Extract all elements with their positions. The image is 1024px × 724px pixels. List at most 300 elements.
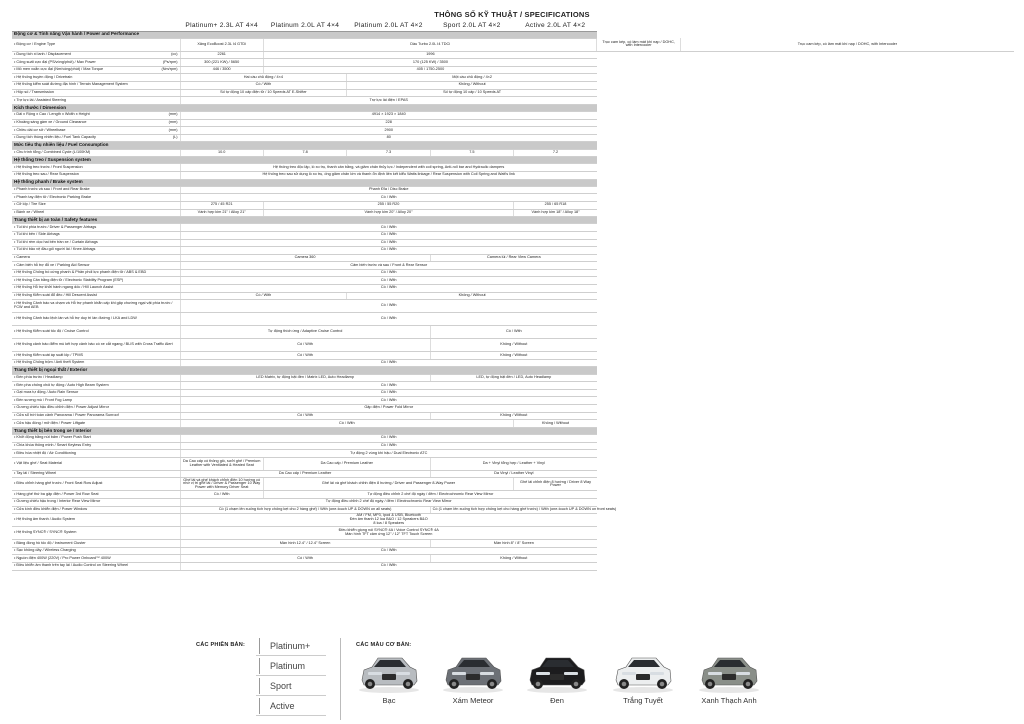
spec-value: Da Cao cấp / Premium Leather (180, 470, 430, 478)
spec-label-cell (12, 186, 180, 194)
spec-label: • Dung tích thùng nhiên liệu / Fuel Tank Capacity (14, 135, 96, 139)
spec-label: • Hệ thống Kiểm soát áp suất lốp / TPMS (14, 353, 83, 357)
section-header (12, 427, 1014, 434)
spec-row (12, 89, 1014, 97)
spec-row (12, 59, 1014, 67)
spec-value: 80 (180, 134, 597, 142)
spec-label-cell (12, 506, 180, 514)
spec-value: Màn hình 12.4" / 12.4" Screen (180, 540, 430, 548)
section-header (12, 217, 1014, 224)
spec-row (12, 555, 1014, 563)
spec-row (12, 112, 1014, 120)
spec-value: Không / Without (430, 412, 597, 420)
spec-label-cell (12, 277, 180, 285)
spec-label: • Bánh xe / Wheel (14, 210, 44, 214)
spec-label-cell (12, 38, 180, 51)
spec-row (12, 352, 1014, 360)
spec-label: • Trợ lực lái / Assisted Steering (14, 98, 66, 102)
spec-label-cell (12, 412, 180, 420)
spec-label: • Điều chỉnh hàng ghế trước / Front Seat Row Adjust (14, 481, 102, 485)
spec-label: • Đèn phía trước / Headlamp (14, 375, 63, 379)
spec-value: 300 (221 KW) / 5650 (180, 59, 263, 67)
spec-value: Có / With (430, 326, 597, 339)
spec-label: • Hệ thống Cảnh báo lệch làn và hỗ trợ duy trì làn đường / LKA and LDW (14, 316, 137, 320)
spec-value: Số tự động 10 cấp / 10 Speeds AT (347, 89, 597, 97)
spec-row (12, 420, 1014, 428)
spec-row (12, 194, 1014, 202)
spec-value: 7.3 (347, 149, 430, 157)
spec-label: • Hệ thống Cân bằng điện tử / Electronic Stability Program (ESP) (14, 278, 123, 282)
spec-label: • Dung tích xi lanh / Displacement (14, 52, 71, 56)
spec-label-cell (12, 382, 180, 390)
spec-value: 4914 × 1923 × 1840 (180, 112, 597, 120)
spec-value: Có / With (180, 397, 597, 405)
spec-label: • Gương chiếu hậu điều chỉnh điện / Power Adjust Mirror (14, 405, 109, 409)
spec-value: Có (1 chạm lên xuống tích hợp chống kẹt cho 2 hàng ghế) / With (one-touch UP & DOWN on all seats) (180, 506, 430, 514)
spec-label-cell (12, 300, 180, 313)
section-title: Trang thiết bị ngoại thất / Exterior (12, 367, 597, 374)
spec-row (12, 269, 1014, 277)
spec-row (12, 382, 1014, 390)
car-color-name: Xanh Thạch Anh (701, 696, 757, 705)
spec-label-cell (12, 470, 180, 478)
spec-label: • Mô men xoắn cực đại (Nm/vòng/phút) / Max Torque (14, 67, 103, 71)
spec-row (12, 412, 1014, 420)
spec-value: 405 / 1750-2500 (263, 66, 597, 74)
spec-label: • Cửa sổ trời toàn cảnh Panorama / Power Panorama Sunroof (14, 413, 119, 417)
spec-row (12, 478, 1014, 491)
spec-value: Có / With (180, 434, 597, 442)
spec-row (12, 277, 1014, 285)
spec-value: Trợ lực lái điện / EPAS (180, 97, 597, 105)
spec-value (597, 38, 680, 51)
spec-label: • Gương chiếu hậu trong / Interior Rear View Mirror (14, 499, 100, 503)
spec-value: Da + Vinyl tổng hợp / Leather + Vinyl (430, 457, 597, 470)
section-header (12, 31, 1014, 38)
spec-label-cell (12, 66, 180, 74)
spec-row (12, 540, 1014, 548)
spec-value: Vành hợp kim 18" / Alloy 18" (514, 209, 597, 217)
spec-value: 170 (125 KW) / 3500 (263, 59, 597, 67)
spec-value: Có / With (180, 292, 347, 300)
spec-row (12, 450, 1014, 458)
spec-label: • Nguồn điện 400W (220V) / Pro Power Onboard™ 400W (14, 556, 111, 560)
spec-value: Có / With (180, 339, 430, 352)
spec-value: Có (1 chạm lên xuống tích hợp chống kẹt cho hàng ghế trước) / With (one-touch UP & DOWN on front seats) (430, 506, 597, 514)
spec-row (12, 442, 1014, 450)
spec-label-cell (12, 51, 180, 59)
spec-value: Có / With (180, 239, 597, 247)
spec-value-line: Xăng EcoBoost 2.3L I4 GTDi (197, 41, 246, 46)
spec-value: Có / With (180, 547, 597, 555)
header-col-5: Active 2.0L AT 4×2 (514, 22, 597, 31)
spec-label-cell (12, 420, 180, 428)
spec-label-cell (12, 326, 180, 339)
spec-value: Có / With (180, 352, 430, 360)
versions-label: CÁC PHIÊN BẢN: (196, 642, 246, 648)
spec-row (12, 498, 1014, 506)
spec-label: • Hệ thống SYNC® / SYNC® System (14, 530, 76, 534)
spec-value: Không / Without (347, 82, 597, 90)
spec-label-cell (12, 254, 180, 262)
spec-value: Ghế lái chỉnh điện 8 hướng / Driver 8 Way Power (514, 478, 597, 491)
spec-value: 7.2 (514, 149, 597, 157)
spec-label-cell (12, 262, 180, 270)
spec-label: • Hàng ghế thứ ba gập điện / Power 3rd Row Seat (14, 492, 99, 496)
spec-value: Có / With (180, 313, 597, 326)
spec-row (12, 82, 1014, 90)
spec-value: Hệ thống treo độc lập, lò xo trụ, thanh cân bằng, và giảm chấn thủy lực / Independent with coil spring, Anti-roll bar and Hydraulic dampers (180, 164, 597, 172)
spec-value: Màn hình 8" / 8" Screen (430, 540, 597, 548)
spec-row (12, 359, 1014, 367)
header-col-2: Platinum 2.0L AT 4×4 (263, 22, 346, 31)
spec-value: 228 (180, 119, 597, 127)
spec-value: Một cầu chủ động / 4×2 (347, 74, 597, 82)
spec-label-cell (12, 89, 180, 97)
spec-label: • Đèn pha chống chói tự động / Auto High Beam System (14, 383, 109, 387)
car-color-name: Xám Meteor (452, 696, 494, 705)
spec-label: • Cảm biến hỗ trợ đỗ xe / Parking Aid Sensor (14, 263, 90, 267)
spec-label-cell (12, 285, 180, 293)
spec-label-cell (12, 224, 180, 232)
spec-row (12, 254, 1014, 262)
spec-value: Có / With (180, 359, 597, 367)
spec-row (12, 514, 1014, 527)
spec-label-cell (12, 239, 180, 247)
spec-value: Camera lùi / Rear View Camera (430, 254, 597, 262)
spec-label-cell (12, 82, 180, 90)
spec-row (12, 405, 1014, 413)
suv-icon (356, 650, 422, 694)
spec-value-line: 8 loa / 8 Speakers (373, 521, 405, 526)
spec-value: Có / With (180, 562, 597, 570)
spec-value: Có / With (180, 420, 514, 428)
section-title: Động cơ & Tính năng Vận hành / Power and Performance (12, 31, 597, 38)
spec-label: • Điều hòa nhiệt độ / Air Conditioning (14, 451, 76, 455)
spec-row (12, 339, 1014, 352)
spec-label: • Túi khí rèm dọc hai bên trần xe / Curtain Airbags (14, 240, 98, 244)
spec-value: Có / With (180, 224, 597, 232)
spec-label: • Hệ thống treo trước / Front Suspension (14, 165, 83, 169)
spec-label-cell (12, 527, 180, 540)
spec-table (12, 22, 1014, 571)
spec-value: Camera 360 (180, 254, 430, 262)
spec-label: • Hệ thống âm thanh / Audio System (14, 517, 75, 521)
spec-value: 2900 (180, 127, 597, 135)
spec-value: Da Vinyl / Leather Vinyl (430, 470, 597, 478)
suv-icon (610, 650, 676, 694)
spec-row (12, 547, 1014, 555)
spec-label: • Hệ thống Kiểm soát tốc độ / Cruise Control (14, 329, 89, 333)
spec-label-cell (12, 374, 180, 382)
spec-value (180, 527, 597, 540)
spec-label: • Cửa hậu đóng / mở điện / Power Liftgate (14, 421, 85, 425)
spec-value: 7.5 (430, 149, 513, 157)
header-empty (12, 22, 180, 31)
spec-label-cell (12, 434, 180, 442)
spec-label-cell (12, 134, 180, 142)
spec-value: Gập điện / Power Fold Mirror (180, 405, 597, 413)
spec-label-cell (12, 405, 180, 413)
spec-value: 275 / 45 R21 (180, 201, 263, 209)
bottom-panel (0, 630, 1024, 724)
spec-label-cell (12, 491, 180, 499)
spec-value-line: AM / FM, MP3, Ipod & USB, Bluetooth (356, 513, 421, 518)
spec-value: Vành hợp kim 20" / Alloy 20" (263, 209, 513, 217)
spec-label-cell (12, 59, 180, 67)
spec-label-cell (12, 201, 180, 209)
spec-value: Có / With (180, 82, 347, 90)
spec-unit: (mm) (168, 112, 178, 117)
spec-label-cell (12, 112, 180, 120)
spec-header-row (12, 22, 1014, 31)
spec-label-cell (12, 247, 180, 255)
spec-value: Hai cầu chủ động / 4×4 (180, 74, 347, 82)
spec-value-line: Màn hình TFT cảm ứng 12" / 12" TFT Touch Screen (345, 532, 433, 537)
spec-value: Có / With (180, 412, 430, 420)
spec-row (12, 239, 1014, 247)
spec-row (12, 491, 1014, 499)
spec-value: Không / Without (514, 420, 597, 428)
spec-label: • Công suất cực đại (PS/vòng/phút) / Max Power (14, 60, 96, 64)
spec-row (12, 149, 1014, 157)
spec-label: • Đèn sương mù / Front Fog Lamp (14, 398, 72, 402)
spec-label-cell (12, 269, 180, 277)
car-color-name: Trắng Tuyết (623, 696, 663, 705)
spec-label-cell (12, 547, 180, 555)
spec-value: Số tự động 10 cấp điện tử / 10 Speeds AT E-Shifter (180, 89, 347, 97)
spec-label-cell (12, 562, 180, 570)
car-color-swatch (696, 650, 762, 702)
spec-value: LED Matrix, tự động bật đèn / Matrix LED, Auto Headlamp (180, 374, 430, 382)
spec-label: • Hệ thống Chống trộm / Anti theft System (14, 360, 84, 364)
spec-value: Có / With (180, 247, 597, 255)
spec-row (12, 506, 1014, 514)
spec-value: Có / With (180, 389, 597, 397)
spec-value (180, 38, 263, 51)
spec-value: Có / With (180, 285, 597, 293)
spec-label: • Hệ thống Hỗ trợ khởi hành ngang dốc / Hill Launch Assist (14, 285, 113, 289)
spec-row (12, 38, 1014, 51)
spec-row (12, 313, 1014, 326)
spec-row (12, 527, 1014, 540)
spec-label: • Hệ thống treo sau / Rear Suspension (14, 172, 79, 176)
spec-row (12, 247, 1014, 255)
spec-title: THÔNG SỐ KỸ THUẬT / SPECIFICATIONS (434, 10, 590, 19)
colors-label: CÁC MÀU CƠ BẢN: (356, 642, 412, 648)
spec-label: • Túi khí bảo vệ đầu gối người lái / Knee Airbags (14, 247, 95, 251)
spec-label: • Chu trình tổng / Combined Cycle (L/100KM) (14, 150, 90, 154)
spec-label-cell (12, 555, 180, 563)
spec-row (12, 74, 1014, 82)
spec-label-cell (12, 540, 180, 548)
spec-label: • Vật liệu ghế / Seat Material (14, 461, 62, 465)
spec-value: Không / Without (430, 339, 597, 352)
spec-row (12, 262, 1014, 270)
spec-value: Trục cam kép, có làm mát khí nạp / DOHC, with Intercooler (680, 38, 1014, 51)
spec-row (12, 470, 1014, 478)
spec-value: Dầu Turbo 2.0L I4 TDCi (263, 38, 597, 51)
divider (340, 638, 341, 720)
section-header (12, 157, 1014, 164)
spec-row (12, 374, 1014, 382)
spec-value: Tự động thích ứng / Adaptive Cruise Control (180, 326, 430, 339)
spec-row (12, 457, 1014, 470)
section-header (12, 142, 1014, 149)
spec-label-cell (12, 498, 180, 506)
car-color-swatch (610, 650, 676, 702)
section-header (12, 104, 1014, 111)
spec-value: LED, tự động bật đèn / LED, Auto Headlamp (430, 374, 597, 382)
spec-label-cell (12, 339, 180, 352)
section-title: Trang thiết bị bên trong xe / Interior (12, 427, 597, 434)
spec-unit: (Nm/rpm) (161, 67, 178, 72)
header-col-4: Sport 2.0L AT 4×2 (430, 22, 513, 31)
spec-label: • Hệ thống truyền động / Drivetrain (14, 75, 72, 79)
spec-label: • Bảng đồng hồ tốc độ / Instrument Cluster (14, 541, 86, 545)
header-col-1: Platinum+ 2.3L AT 4×4 (180, 22, 263, 31)
spec-label-cell (12, 514, 180, 527)
spec-label: • Gạt mưa tự động / Auto Rain Sensor (14, 390, 78, 394)
spec-label-cell (12, 119, 180, 127)
spec-value: Không / Without (430, 352, 597, 360)
spec-label: • Túi khí bên / Side Airbags (14, 232, 60, 236)
spec-label-cell (12, 74, 180, 82)
spec-row (12, 97, 1014, 105)
spec-row (12, 164, 1014, 172)
spec-label: • Hộp số / Transmission (14, 90, 54, 94)
spec-row (12, 186, 1014, 194)
version-item: Platinum+ (256, 636, 326, 656)
spec-value: Có / With (180, 491, 263, 499)
spec-value: Không / Without (430, 555, 597, 563)
spec-value: Ghế lái và ghế khách chỉnh điện 10 hướng có nhớ vị trí ghế lái / Driver & Passenger 10 Way Power with Memory Driver Seat (180, 478, 263, 491)
spec-row (12, 66, 1014, 74)
car-color-swatch (440, 650, 506, 702)
spec-label: • Hệ thống Cảnh báo va chạm và Hỗ trợ phanh khẩn cấp khi gặp chướng ngại vật phía trước / FCW and AEB (14, 301, 172, 309)
spec-row (12, 171, 1014, 179)
section-title: Hệ thống treo / Suspension system (12, 157, 597, 164)
spec-label-cell (12, 231, 180, 239)
spec-label-cell (12, 164, 180, 172)
spec-value (180, 514, 597, 527)
spec-value-line: Trục cam kép, có làm mát khí nạp / DOHC, with Intercooler (602, 39, 675, 48)
spec-label-cell (12, 97, 180, 105)
spec-row (12, 201, 1014, 209)
section-title: Mức tiêu thụ nhiên liệu / Fuel Consumption (12, 142, 597, 149)
spec-value: Có / With (180, 555, 430, 563)
spec-label: • Điều khiển âm thanh trên tay lái / Audio Control on Steering Wheel (14, 563, 128, 567)
spec-label: • Dài x Rộng x Cao / Length x Width x Height (14, 112, 90, 116)
header-col-3: Platinum 2.0L AT 4×2 (347, 22, 430, 31)
suv-icon (440, 650, 506, 694)
spec-value: 10.0 (180, 149, 263, 157)
spec-value: 446 / 3500 (180, 66, 263, 74)
car-color-name: Bạc (382, 696, 396, 705)
spec-value: Có / With (180, 300, 597, 313)
suv-icon (696, 650, 762, 694)
spec-label-cell (12, 209, 180, 217)
section-header (12, 179, 1014, 186)
spec-label: • Hệ thống Kiểm soát đổ đèo / Hill Descent Assist (14, 293, 97, 297)
spec-label-cell (12, 478, 180, 491)
spec-value: 1996 (263, 51, 597, 59)
spec-value: Không / Without (347, 292, 597, 300)
spec-row (12, 389, 1014, 397)
spec-value: Có / With (180, 231, 597, 239)
spec-label-cell (12, 313, 180, 326)
spec-value: 255 / 65 R18 (514, 201, 597, 209)
spec-row (12, 134, 1014, 142)
spec-value: Tự động 2 vùng khí hậu / Dual Electronic ATC (180, 450, 597, 458)
spec-label: • Phanh tay điện tử / Electronic Parking Brake (14, 195, 91, 199)
car-color-swatch (356, 650, 422, 702)
spec-row (12, 127, 1014, 135)
spec-label-cell (12, 389, 180, 397)
spec-label-cell (12, 352, 180, 360)
spec-label: • Hệ thống Chống bó cứng phanh & Phân phối lực phanh điện tử / ABS & EBD (14, 270, 146, 274)
spec-row (12, 285, 1014, 293)
spec-value: Ghế lái và ghế khách chỉnh điện 8 hướng / Driver and Passenger 8-Way Power (263, 478, 513, 491)
spec-label: • Khoảng sáng gầm xe / Ground Clearance (14, 120, 86, 124)
section-title: Hệ thống phanh / Brake system (12, 179, 597, 186)
spec-value: 255 / 55 R20 (263, 201, 513, 209)
spec-unit: (Ps/rpm) (162, 59, 178, 64)
spec-value: Phanh Đĩa / Disc Brake (180, 186, 597, 194)
spec-value: Có / With (180, 277, 597, 285)
spec-unit: (mm) (168, 127, 178, 132)
spec-label-cell (12, 397, 180, 405)
spec-label: • Chìa khóa thông minh / Smart Keyless Entry (14, 443, 91, 447)
spec-label-cell (12, 194, 180, 202)
spec-label: • Sạc không dây / Wireless Charging (14, 548, 76, 552)
spec-label: • Túi khí phía trước / Driver & Passenger Airbags (14, 225, 96, 229)
spec-row (12, 209, 1014, 217)
spec-value: Có / With (180, 382, 597, 390)
section-header (12, 367, 1014, 374)
spec-value: 2261 (180, 51, 263, 59)
spec-row (12, 326, 1014, 339)
spec-label-cell (12, 359, 180, 367)
suv-icon (524, 650, 590, 694)
spec-label: • Hệ thống cảnh báo điểm mù kết hợp cảnh báo có xe cắt ngang / BLIS with Cross Traffic Alert (14, 342, 173, 346)
spec-label-cell (12, 442, 180, 450)
spec-value: Hệ thống treo sau sử dụng lò xo trụ, ống giảm chấn lớn và thanh ổn định liên kết kiểu Watts linkage / Rear Suspension with Coil Spring and Watt's link (180, 171, 597, 179)
spec-label: • Hệ thống kiểm soát đường địa hình / Terrain Management System (14, 82, 128, 86)
spec-value: Có / With (180, 269, 597, 277)
spec-unit: (L) (172, 135, 178, 140)
spec-value: Tự động điều chỉnh 2 chế độ ngày / đêm / Electrochromic Rear View Mirror (263, 491, 597, 499)
spec-value: Có / With (180, 194, 597, 202)
spec-value: Tự động điều chỉnh 2 chế độ ngày / đêm / Electrochromic Rear View Mirror (180, 498, 597, 506)
spec-value-line: Đèn âm thanh 12 loa B&O / 12 Speakers B&O (349, 517, 428, 522)
spec-label: • Khởi động bằng nút bấm / Power Push Start (14, 435, 91, 439)
spec-value: 7.8 (263, 149, 346, 157)
spec-unit: (cc) (171, 52, 178, 57)
spec-row (12, 51, 1014, 59)
spec-label-cell (12, 149, 180, 157)
spec-unit: (mm) (168, 120, 178, 125)
spec-label-cell (12, 292, 180, 300)
spec-label: • Phanh trước và sau / Front and Rear Brake (14, 187, 90, 191)
spec-value: Da Cao cấp có thông gió, sưởi ghế / Premium Leather with Ventilated & Heated Seat (180, 457, 263, 470)
car-color-swatch (524, 650, 590, 702)
spec-label: • Cỡ lốp / Tire Size (14, 202, 46, 206)
spec-row (12, 434, 1014, 442)
version-item: Active (256, 696, 326, 716)
spec-label-cell (12, 457, 180, 470)
spec-value: Có / With (180, 442, 597, 450)
